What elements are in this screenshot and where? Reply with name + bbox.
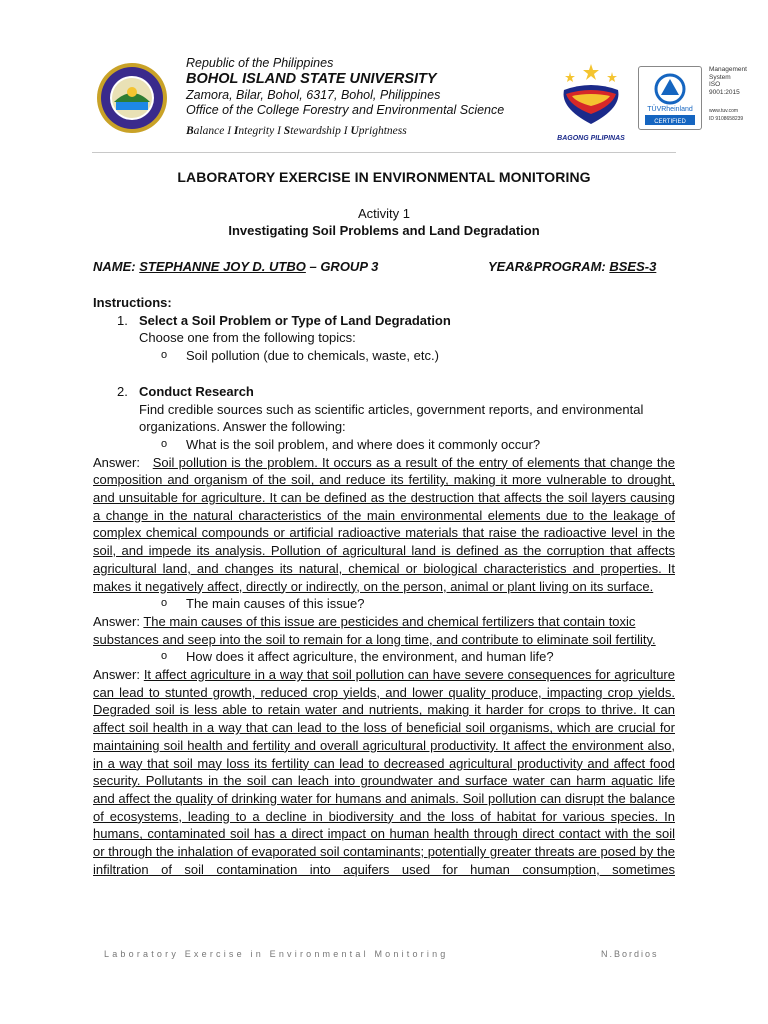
office-name: Office of the College Forestry and Environmental Science xyxy=(186,103,505,117)
university-name: BOHOL ISLAND STATE UNIVERSITY xyxy=(186,71,437,87)
letterhead xyxy=(92,50,747,150)
instructions-label: Instructions: xyxy=(93,295,172,310)
university-seal-icon xyxy=(96,62,168,134)
bagong-pilipinas-icon xyxy=(550,62,632,132)
university-motto: Balance I Integrity I Stewardship I Uprightness xyxy=(186,125,407,137)
university-address: Zamora, Bilar, Bohol, 6317, Bohol, Philippines xyxy=(186,88,441,102)
document-title: LABORATORY EXERCISE IN ENVIRONMENTAL MONITORING xyxy=(177,169,591,185)
step-1: 1. Select a Soil Problem or Type of Land Degradation xyxy=(117,312,451,328)
certified-text: CERTIFIED xyxy=(654,119,686,125)
question-1: o What is the soil problem, and where does it commonly occur? xyxy=(161,436,541,452)
year-program-value: BSES-3 xyxy=(609,259,657,274)
answer-3: Answer: It affect agriculture in a way that soil pollution can have severe consequences for agriculture can lead to stunted growth, reduced crop yields, and lower quality produce, impacting crop yields. Degraded soil is less able to retain water and nutrients, making it harder for crops to thrive. It can affect soil health in a way that can lead to the loss of beneficial soil organisms, which are crucial for maintaining soil health and fertility and overall agricultural productivity. It affect the environment also, in a way that soil may loss its fertility can lead to decreased agricultural productivity and affect food security. Pollutants in the soil can leach into groundwater and surface water can harm aquatic life and affect the quality of drinking water for humans and animals. Soil pollution can disrupt the balance of ecosystems, leading to a decline in biodiversity and the loss of habitat for various species. In humans, contaminated soil has a direct impact on human health through direct contact with the soil or through the inhalation of evaporated soil contaminants; potentially greater threats are posed by the infiltration of soil contamination into aquifers used for human consumption, sometimes xyxy=(93,667,675,877)
activity-number: Activity 1 xyxy=(357,206,410,221)
step-1-text: Choose one from the following topics: xyxy=(139,330,356,346)
question-2: o The main causes of this issue? xyxy=(161,596,365,612)
step-2-text: Find credible sources such as scientific articles, government reports, and environmental organizations. Answer the following: xyxy=(139,401,644,435)
step-2: 2. Conduct Research xyxy=(117,383,254,399)
question-3: o How does it affect agriculture, the environment, and human life? xyxy=(161,649,554,665)
step-1-bullet: o Soil pollution (due to chemicals, waste, etc.) xyxy=(161,348,439,364)
step-1-heading: Select a Soil Problem or Type of Land Degradation xyxy=(139,312,451,328)
tuv-brand-text: TÜVRheinland xyxy=(647,106,693,113)
group-label: – GROUP 3 xyxy=(305,259,379,274)
step-2-heading: Conduct Research xyxy=(139,383,254,399)
letterhead-text xyxy=(186,56,504,138)
header-divider xyxy=(92,152,676,153)
student-name: STEPHANNE JOY D. UTBO xyxy=(139,259,306,274)
year-program-line: YEAR&PROGRAM: BSES-3 xyxy=(488,259,657,274)
bagong-pilipinas-label: BAGONG PILIPINAS xyxy=(557,135,625,142)
instructions-body xyxy=(93,294,675,879)
answer-2: Answer: The main causes of this issue are pesticides and chemical fertilizers that contain toxic substances and seep into the soil to remain for a long time, and contribute to eliminate soil fertility. xyxy=(93,613,656,647)
iso-cert-text: Management System ISO 9001:2015 www.tuv.com ID 9108658239 xyxy=(709,66,747,122)
tuv-logo-icon xyxy=(639,67,701,129)
republic-line: Republic of the Philippines xyxy=(186,56,334,70)
bagong-pilipinas-logo xyxy=(550,62,632,142)
tuv-certification-badge xyxy=(638,66,702,130)
footer-author: N.Bordios xyxy=(601,949,659,959)
student-name-line: NAME: STEPHANNE JOY D. UTBO – GROUP 3 xyxy=(93,259,379,274)
answer-1: Answer: Soil pollution is the problem. It occurs as a result of the entry of elements that change the composition and organism of the soil, and reduce its fertility, making it more vulnerable to drought, and unsuitable for agriculture. It can be defined as the destruction that affects the soil layers causing a change in the natural characteristics of the main environmental elements due to the leakage of complex chemical compounds or artificial radioactive materials that raise the radioactive level in the soil, and impede its analysis. Pollution of agricultural land is defined as the corruption that affects agricultural land, and changes its natural, chemical or biological characteristics and properties. It makes it negatively affect, directly or indirectly, on the person, animal or plant living on its surface. xyxy=(93,454,675,594)
footer-title: Laboratory Exercise in Environmental Monitoring xyxy=(104,949,449,959)
activity-title: Investigating Soil Problems and Land Degradation xyxy=(228,223,540,238)
